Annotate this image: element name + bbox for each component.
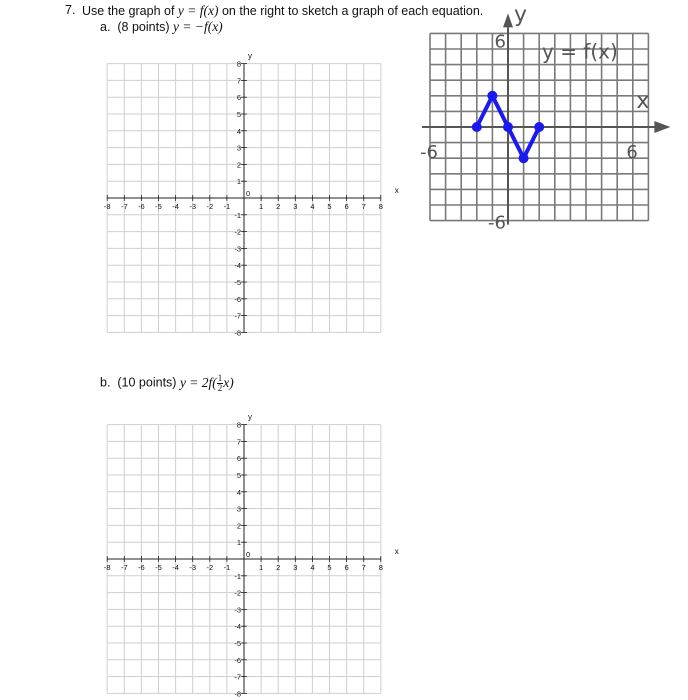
x-tick-label: 8 <box>378 563 383 572</box>
y-tick-label: -7 <box>234 672 241 682</box>
part-a-letter: a. <box>100 20 111 34</box>
y-tick-label: 4 <box>236 487 241 497</box>
part-a-points: (8 points) <box>117 20 170 34</box>
x-tick-label: 5 <box>327 202 332 211</box>
y-tick-label: 1 <box>236 177 241 187</box>
y-tick-label: 7 <box>236 76 241 86</box>
fraction-denominator: 2 <box>217 383 223 393</box>
part-b-points: (10 points) <box>117 375 177 390</box>
y-tick-label: -1 <box>234 210 241 220</box>
ref-tick-top: 6 <box>494 31 506 53</box>
x-tick-label: 1 <box>259 563 264 572</box>
x-tick-label: -4 <box>172 563 179 572</box>
y-tick-label: 2 <box>236 160 241 170</box>
y-tick-label: -2 <box>234 588 241 598</box>
ref-y-axis-arrow <box>503 13 513 27</box>
intro-rest: on the right to sketch a graph of each equation. <box>221 4 484 18</box>
y-tick-label: -6 <box>234 294 241 304</box>
function-point <box>487 91 497 101</box>
function-line <box>477 96 539 158</box>
y-tick-label: -5 <box>234 278 241 287</box>
x-tick-label: 4 <box>310 563 315 572</box>
x-axis-label: x <box>394 547 399 556</box>
function-point <box>519 153 529 163</box>
x-tick-label: 2 <box>276 202 281 211</box>
part-a-equation: y = −f(x) <box>172 19 223 34</box>
x-tick-label: 2 <box>276 563 281 572</box>
y-tick-label: -6 <box>234 655 241 665</box>
y-tick-label: -2 <box>234 227 241 237</box>
part-a-heading <box>100 19 223 35</box>
y-tick-label: -3 <box>234 605 241 615</box>
y-tick-label: -3 <box>234 244 241 254</box>
y-tick-label: 8 <box>236 59 241 69</box>
x-tick-label: 3 <box>293 563 298 572</box>
y-tick-label: -1 <box>234 571 241 581</box>
x-tick-label: 6 <box>344 563 349 572</box>
y-tick-label: 2 <box>236 521 241 531</box>
origin-label: 0 <box>246 189 251 198</box>
origin-label: 0 <box>246 550 251 559</box>
ref-tick-bottom: -6 <box>488 212 506 234</box>
y-tick-label: -4 <box>234 622 241 632</box>
y-tick-label: -5 <box>234 639 241 648</box>
x-tick-label: -1 <box>223 563 231 572</box>
y-tick-label: 8 <box>236 420 241 430</box>
ref-tick-right: 6 <box>626 142 638 163</box>
x-tick-label: 7 <box>361 202 366 211</box>
x-tick-label: 7 <box>361 563 366 572</box>
x-tick-label: 6 <box>344 202 349 211</box>
y-tick-label: -7 <box>234 311 241 321</box>
x-tick-label: 8 <box>378 202 383 211</box>
y-tick-label: -8 <box>234 689 241 699</box>
function-point <box>503 122 513 132</box>
y-tick-label: 6 <box>236 454 241 464</box>
y-axis-label: y <box>248 51 252 61</box>
fraction-numerator: 1 <box>217 373 223 383</box>
y-tick-label: 3 <box>236 504 241 514</box>
y-tick-label: 1 <box>236 538 241 548</box>
x-tick-label: -8 <box>103 563 111 572</box>
ref-x-axis-label: x <box>636 89 650 114</box>
y-axis-label: y <box>248 412 252 422</box>
x-tick-label: -5 <box>155 202 162 211</box>
function-point <box>534 122 544 132</box>
y-tick-label: 5 <box>236 110 241 119</box>
y-tick-label: 5 <box>236 471 241 480</box>
x-tick-label: 5 <box>327 563 332 572</box>
x-tick-label: 3 <box>293 202 298 211</box>
x-axis-label: x <box>394 186 399 195</box>
y-tick-label: 6 <box>236 93 241 103</box>
x-tick-label: 1 <box>259 202 264 211</box>
y-tick-label: -4 <box>234 261 241 271</box>
problem-statement <box>82 3 483 19</box>
intro-text: Use the graph of <box>82 4 175 18</box>
y-tick-label: 3 <box>236 143 241 153</box>
part-b-equation: y = 2f( $\frac{1}{2}$ x) <box>179 373 234 393</box>
x-tick-label: -8 <box>103 202 111 211</box>
x-tick-label: -4 <box>172 202 179 211</box>
ref-y-axis-label: y <box>514 2 528 28</box>
part-b-letter: b. <box>100 375 111 390</box>
intro-equation: y = f(x) <box>177 3 219 18</box>
x-tick-label: -6 <box>138 202 145 211</box>
y-tick-label: -8 <box>234 328 241 338</box>
part-b-heading <box>100 374 234 393</box>
ref-tick-left: -6 <box>420 142 438 163</box>
x-tick-label: -2 <box>206 563 214 572</box>
x-tick-label: 4 <box>310 202 315 211</box>
x-tick-label: -2 <box>206 202 214 211</box>
x-tick-label: -3 <box>189 563 197 572</box>
ref-function-label: y = f(x) <box>542 39 618 64</box>
problem-number: 7. <box>65 3 76 17</box>
x-tick-label: -7 <box>120 202 128 211</box>
x-tick-label: -3 <box>189 202 197 211</box>
y-tick-label: 4 <box>236 126 241 136</box>
y-tick-label: 7 <box>236 437 241 447</box>
x-tick-label: -5 <box>155 563 162 572</box>
x-tick-label: -1 <box>223 202 231 211</box>
x-tick-label: -7 <box>120 563 128 572</box>
ref-x-axis-arrow <box>654 121 670 133</box>
x-tick-label: -6 <box>138 563 145 572</box>
function-point <box>472 122 482 132</box>
